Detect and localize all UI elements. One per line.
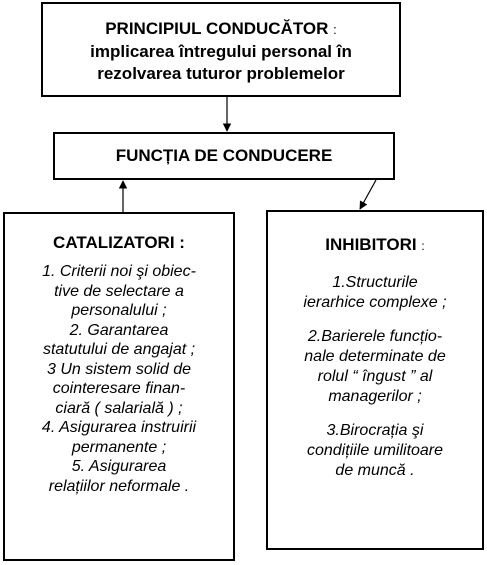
- inhibitor-line: managerilor ;: [328, 388, 422, 405]
- inhibitor-line: 1.Structurile: [332, 274, 418, 291]
- catalysts-line: cointeresare finan-: [52, 380, 186, 397]
- principle-line-1: implicarea întregului personal în: [90, 42, 352, 61]
- inhibitor-line: nale determinate de: [304, 348, 446, 365]
- inhibitor-line: 3.Birocrația şi: [326, 422, 424, 439]
- arrow-function-to-inhibitors: [360, 180, 376, 209]
- inhibitors-heading: INHIBITORI: [325, 235, 417, 254]
- inhibitor-line: ierarhice complexe ;: [303, 294, 447, 311]
- inhibitor-line: 2.Barierele funcțio-: [307, 328, 443, 345]
- catalysts-heading: CATALIZATORI :: [53, 233, 185, 252]
- catalysts-line: tive de selectare a: [54, 282, 184, 300]
- catalysts-line: personalului ;: [71, 302, 167, 319]
- catalysts-line: 4. Asigurarea instruirii: [41, 419, 197, 436]
- catalysts-line: 2. Garantarea: [69, 321, 169, 339]
- catalysts-line: 3 Un sistem solid de: [46, 360, 192, 378]
- catalysts-line: permanente ;: [71, 438, 167, 456]
- catalysts-line: 5. Asigurarea: [71, 458, 167, 475]
- principle-title: PRINCIPIUL CONDUCĂTOR: [105, 19, 329, 38]
- principle-line-2: rezolvarea tuturor problemelor: [97, 64, 345, 83]
- inhibitor-line: condițiile umilitoare: [306, 442, 444, 459]
- catalysts-line: ciară ( salarială ) ;: [55, 399, 183, 417]
- inhibitor-line: de muncă .: [335, 462, 415, 479]
- inhibitor-line: rolul “ îngust ” al: [317, 368, 433, 385]
- catalysts-line: statutului de angajat ;: [42, 341, 196, 358]
- function-title: FUNCȚIA DE CONDUCERE: [115, 146, 333, 165]
- principle-colon: :: [333, 22, 337, 37]
- catalysts-line: 1. Criterii noi şi obiec-: [42, 263, 196, 280]
- catalysts-line: relațiilor neformale .: [48, 477, 190, 495]
- inhibitors-colon: :: [421, 239, 425, 253]
